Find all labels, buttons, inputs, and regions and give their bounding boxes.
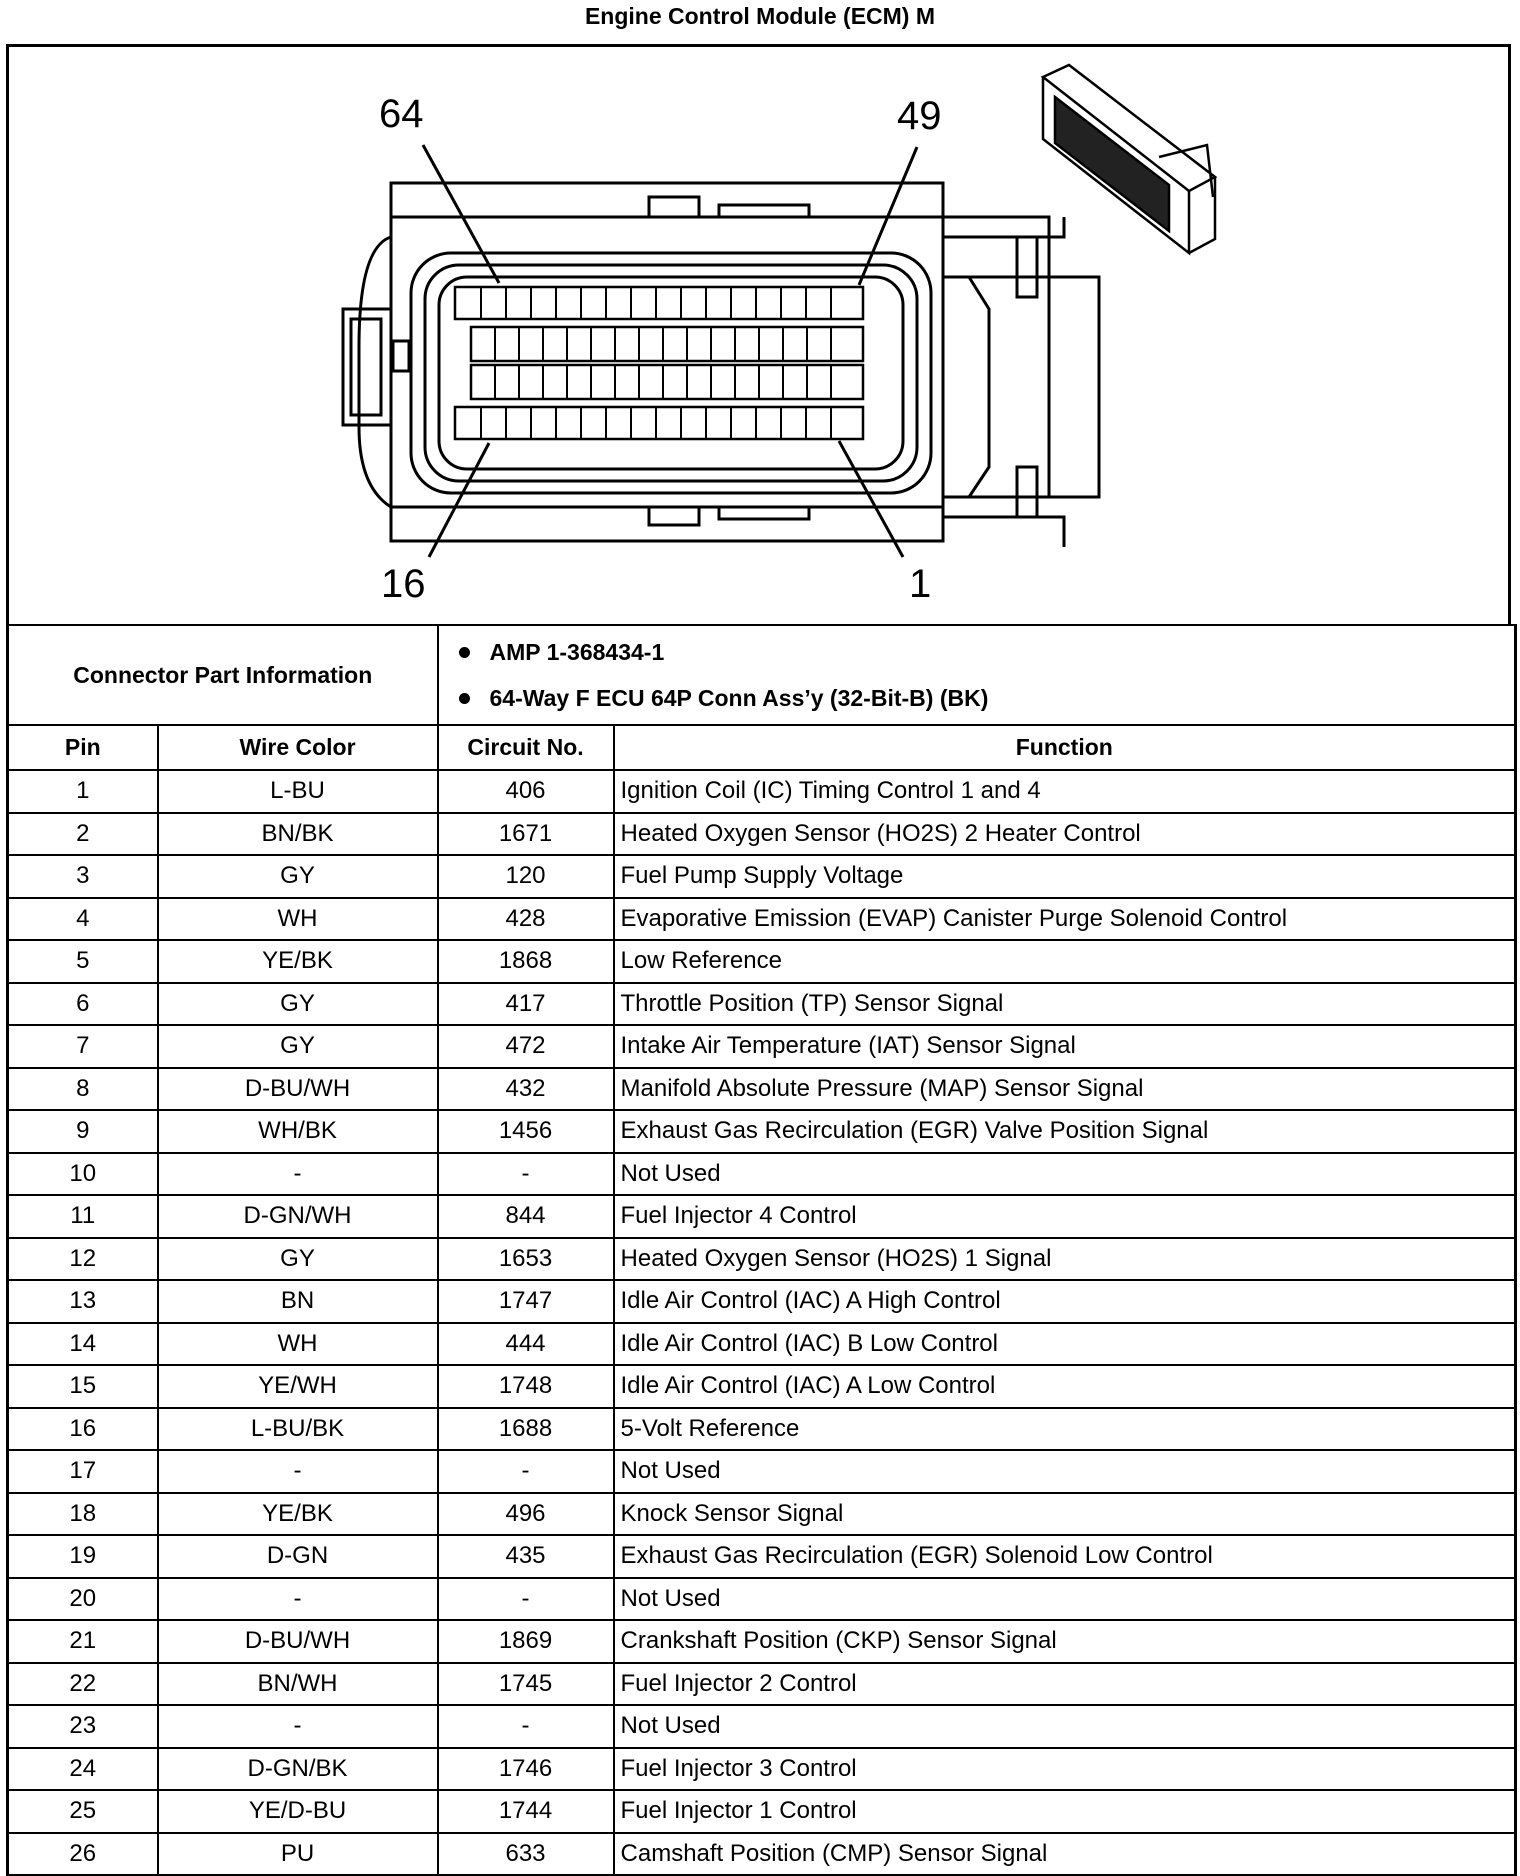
function-cell: Manifold Absolute Pressure (MAP) Sensor Signal (614, 1068, 1516, 1111)
function-cell: Fuel Injector 4 Control (614, 1195, 1516, 1238)
connector-thumbnail-icon (1043, 65, 1215, 253)
table-row (8, 1450, 1516, 1493)
wire-color-cell: L-BU (158, 770, 438, 813)
circuit-cell: - (438, 1705, 614, 1748)
table-row (8, 1153, 1516, 1196)
circuit-cell: 844 (438, 1195, 614, 1238)
wire-color-cell: BN (158, 1280, 438, 1323)
connector-info-label: Connector Part Information (8, 625, 438, 725)
wire-color-cell: WH/BK (158, 1110, 438, 1153)
wire-color-cell: L-BU/BK (158, 1408, 438, 1451)
circuit-cell: 1746 (438, 1748, 614, 1791)
pin-cell: 17 (8, 1450, 158, 1493)
circuit-cell: 417 (438, 983, 614, 1026)
function-cell: Throttle Position (TP) Sensor Signal (614, 983, 1516, 1026)
function-cell: Heated Oxygen Sensor (HO2S) 1 Signal (614, 1238, 1516, 1281)
pin-cell: 16 (8, 1408, 158, 1451)
pin-cell: 14 (8, 1323, 158, 1366)
function-cell: Fuel Injector 2 Control (614, 1663, 1516, 1706)
table-row (8, 1280, 1516, 1323)
circuit-cell: 1745 (438, 1663, 614, 1706)
circuit-cell: 1653 (438, 1238, 614, 1281)
function-cell: Heated Oxygen Sensor (HO2S) 2 Heater Control (614, 813, 1516, 856)
connector-info-list (438, 625, 1516, 725)
table-row (8, 1535, 1516, 1578)
table-row (8, 813, 1516, 856)
wire-color-cell: - (158, 1153, 438, 1196)
wire-color-cell: YE/BK (158, 940, 438, 983)
pin-cell: 24 (8, 1748, 158, 1791)
wire-color-cell: D-GN (158, 1535, 438, 1578)
pin-cell: 13 (8, 1280, 158, 1323)
circuit-cell: 428 (438, 898, 614, 941)
table-row (8, 1748, 1516, 1791)
page-title: Engine Control Module (ECM) M (584, 3, 936, 29)
function-cell: Intake Air Temperature (IAT) Sensor Signal (614, 1025, 1516, 1068)
pin-out-table (6, 624, 1517, 1876)
function-cell: Fuel Injector 3 Control (614, 1748, 1516, 1791)
function-cell: Camshaft Position (CMP) Sensor Signal (614, 1833, 1516, 1876)
table-row (8, 1578, 1516, 1621)
circuit-cell: 1671 (438, 813, 614, 856)
wire-color-cell: - (158, 1450, 438, 1493)
table-header-row (8, 725, 1516, 770)
pin-cell: 2 (8, 813, 158, 856)
table-row (8, 1110, 1516, 1153)
circuit-cell: 432 (438, 1068, 614, 1111)
table-row (8, 940, 1516, 983)
table-row (8, 1493, 1516, 1536)
circuit-cell: 1748 (438, 1365, 614, 1408)
function-cell: Idle Air Control (IAC) B Low Control (614, 1323, 1516, 1366)
function-cell: Idle Air Control (IAC) A Low Control (614, 1365, 1516, 1408)
circuit-cell: 1869 (438, 1620, 614, 1663)
function-cell: Exhaust Gas Recirculation (EGR) Solenoid Low Control (614, 1535, 1516, 1578)
wire-color-cell: YE/WH (158, 1365, 438, 1408)
pin-cell: 3 (8, 855, 158, 898)
circuit-cell: - (438, 1578, 614, 1621)
bullet-icon (459, 693, 470, 704)
pin-cell: 20 (8, 1578, 158, 1621)
callout-pin-64: 64 (379, 92, 424, 136)
table-row (8, 1620, 1516, 1663)
pin-cell: 19 (8, 1535, 158, 1578)
table-row (8, 1195, 1516, 1238)
wire-color-cell: GY (158, 1025, 438, 1068)
pin-cell: 12 (8, 1238, 158, 1281)
table-row (8, 855, 1516, 898)
circuit-cell: 1868 (438, 940, 614, 983)
pin-cell: 4 (8, 898, 158, 941)
callout-pin-16: 16 (381, 562, 426, 606)
table-row (8, 1365, 1516, 1408)
wire-color-cell: - (158, 1578, 438, 1621)
function-cell: Not Used (614, 1705, 1516, 1748)
wire-color-cell: BN/WH (158, 1663, 438, 1706)
pin-cell: 6 (8, 983, 158, 1026)
function-cell: Not Used (614, 1450, 1516, 1493)
connector-info-row (8, 625, 1516, 725)
circuit-cell: 472 (438, 1025, 614, 1068)
connector-diagram (6, 44, 1511, 624)
table-row (8, 1833, 1516, 1876)
function-cell: Low Reference (614, 940, 1516, 983)
pin-cell: 25 (8, 1790, 158, 1833)
pin-cell: 5 (8, 940, 158, 983)
table-row (8, 898, 1516, 941)
function-cell: Not Used (614, 1578, 1516, 1621)
function-cell: Not Used (614, 1153, 1516, 1196)
bullet-icon (459, 647, 470, 658)
wire-color-cell: YE/D-BU (158, 1790, 438, 1833)
wire-color-cell: BN/BK (158, 813, 438, 856)
wire-color-cell: - (158, 1705, 438, 1748)
circuit-cell: - (438, 1450, 614, 1493)
pin-cell: 7 (8, 1025, 158, 1068)
function-cell: Crankshaft Position (CKP) Sensor Signal (614, 1620, 1516, 1663)
circuit-cell: - (438, 1153, 614, 1196)
table-row (8, 1408, 1516, 1451)
pin-cell: 11 (8, 1195, 158, 1238)
connector-face-illustration (9, 47, 1509, 627)
wire-color-cell: PU (158, 1833, 438, 1876)
function-cell: Fuel Pump Supply Voltage (614, 855, 1516, 898)
table-row (8, 1663, 1516, 1706)
pin-cell: 22 (8, 1663, 158, 1706)
function-cell: Knock Sensor Signal (614, 1493, 1516, 1536)
wire-color-cell: WH (158, 1323, 438, 1366)
function-cell: Idle Air Control (IAC) A High Control (614, 1280, 1516, 1323)
pin-cell: 8 (8, 1068, 158, 1111)
pin-cell: 21 (8, 1620, 158, 1663)
circuit-cell: 406 (438, 770, 614, 813)
circuit-cell: 1747 (438, 1280, 614, 1323)
circuit-cell: 1456 (438, 1110, 614, 1153)
connector-info-item (459, 675, 1515, 721)
wire-color-cell: D-GN/BK (158, 1748, 438, 1791)
table-row (8, 1705, 1516, 1748)
table-row (8, 1238, 1516, 1281)
function-cell: Ignition Coil (IC) Timing Control 1 and 4 (614, 770, 1516, 813)
wire-color-cell: D-BU/WH (158, 1620, 438, 1663)
callout-pin-1: 1 (909, 562, 932, 606)
table-row (8, 983, 1516, 1026)
pin-cell: 18 (8, 1493, 158, 1536)
circuit-cell: 496 (438, 1493, 614, 1536)
header-wire-color: Wire Color (158, 725, 438, 770)
function-cell: Exhaust Gas Recirculation (EGR) Valve Position Signal (614, 1110, 1516, 1153)
wire-color-cell: YE/BK (158, 1493, 438, 1536)
pin-cell: 26 (8, 1833, 158, 1876)
circuit-cell: 633 (438, 1833, 614, 1876)
table-row (8, 770, 1516, 813)
pin-cell: 9 (8, 1110, 158, 1153)
connector-description: 64-Way F ECU 64P Conn Ass’y (32-Bit-B) (BK) (489, 684, 989, 711)
table-row (8, 1025, 1516, 1068)
circuit-cell: 120 (438, 855, 614, 898)
wire-color-cell: GY (158, 855, 438, 898)
header-function: Function (614, 725, 1516, 770)
wire-color-cell: GY (158, 1238, 438, 1281)
table-row (8, 1790, 1516, 1833)
wire-color-cell: D-BU/WH (158, 1068, 438, 1111)
function-cell: Evaporative Emission (EVAP) Canister Purge Solenoid Control (614, 898, 1516, 941)
pin-cell: 10 (8, 1153, 158, 1196)
callout-pin-49: 49 (897, 94, 942, 138)
circuit-cell: 435 (438, 1535, 614, 1578)
circuit-cell: 1688 (438, 1408, 614, 1451)
header-pin: Pin (8, 725, 158, 770)
pin-cell: 15 (8, 1365, 158, 1408)
table-row (8, 1068, 1516, 1111)
pin-cell: 1 (8, 770, 158, 813)
circuit-cell: 1744 (438, 1790, 614, 1833)
wire-color-cell: D-GN/WH (158, 1195, 438, 1238)
wire-color-cell: GY (158, 983, 438, 1026)
table-row (8, 1323, 1516, 1366)
pin-cell: 23 (8, 1705, 158, 1748)
circuit-cell: 444 (438, 1323, 614, 1366)
connector-part-number: AMP 1-368434-1 (489, 638, 665, 665)
header-circuit-no: Circuit No. (438, 725, 614, 770)
wire-color-cell: WH (158, 898, 438, 941)
connector-info-item (459, 629, 1515, 675)
function-cell: 5-Volt Reference (614, 1408, 1516, 1451)
function-cell: Fuel Injector 1 Control (614, 1790, 1516, 1833)
